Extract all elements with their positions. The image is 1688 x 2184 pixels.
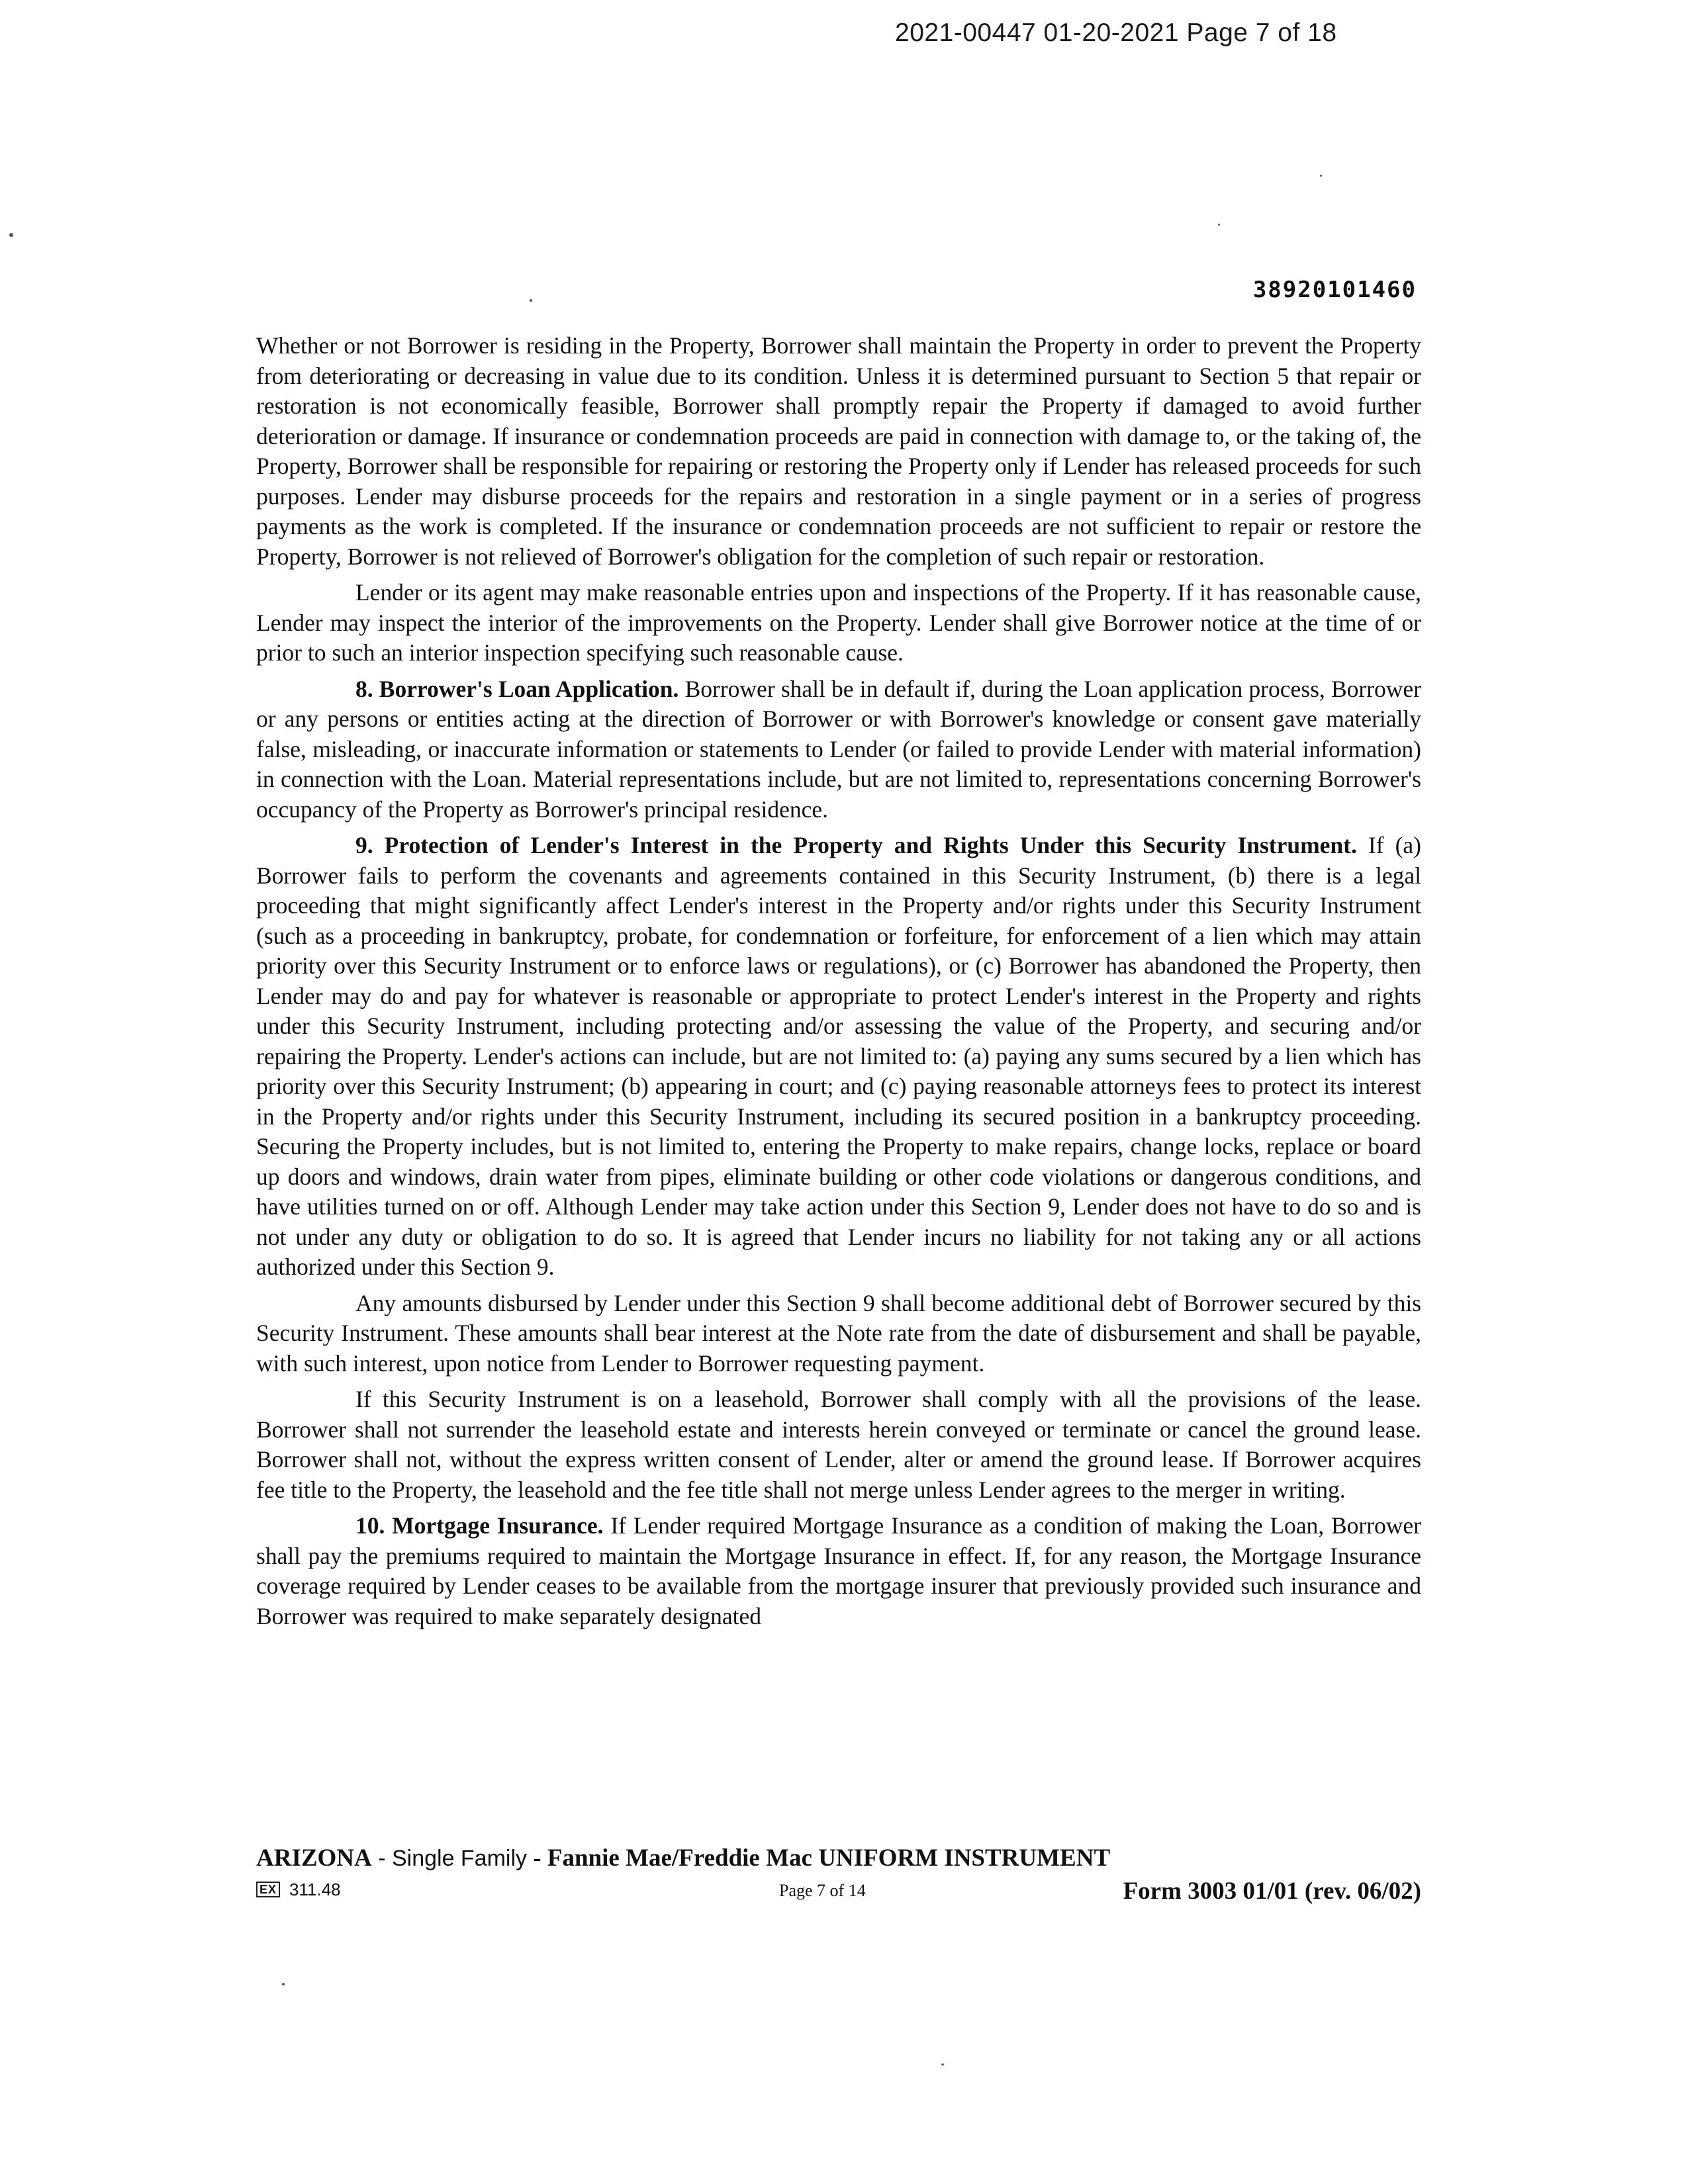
footer-separator-1: - [371,1846,392,1871]
footer-code-number: 311.48 [289,1880,341,1899]
loan-number: 38920101460 [1252,277,1417,303]
footer-instrument: Fannie Mae/Freddie Mac UNIFORM INSTRUMENT [547,1844,1111,1872]
section-10-text: If Lender required Mortgage Insurance as a condition of making the Loan, Borrower shall pay the premiums required to maintain the Mortgage Insurance in effect. If, for any reason, the Mortgage Insurance coverage required by Lender ceases to be available from the mortgage insurer that previously provided such insurance and Borrower was required to make separately designated [256,1512,1421,1629]
scan-speck [530,299,532,302]
section-9-text: If (a) Borrower fails to perform the covenants and agreements contained in this Security Instrument, (b) there is a legal proceeding that might significantly affect Lender's interest in the Property and/or rights under this Security Instrument (such as a proceeding in bankruptcy, probate, for condemnation or forfeiture, for enforcement of a lien which may attain priority over this Security Instrument or to enforce laws or regulations), or (c) Borrower has abandoned the Property, then Lender may do and pay for whatever is reasonable or appropriate to protect Lender's interest in the Property and rights under this Security Instrument, including protecting and/or assessing the value of the Property, and securing and/or repairing the Property. Lender's actions can include, but are not limited to: (a) paying any sums secured by a lien which has priority over this Security Instrument; (b) appearing in court; and (c) paying reasonable attorneys fees to protect its interest in the Property and/or rights under this Security Instrument, including its secured position in a bankruptcy proceeding. Securing the Property includes, but is not limited to, entering the Property to make repairs, change locks, replace or board up doors and windows, drain water from pipes, eliminate building or other code violations or dangerous conditions, and have utilities turned on or off. Although Lender may take action under this Section 9, Lender does not have to do so and is not under any duty or obligation to do so. It is agreed that Lender incurs no liability for not taking any or all actions authorized under this Section 9. [256,832,1422,1280]
section-10 [256,1511,1421,1631]
paragraph-inspection: Lender or its agent may make reasonable entries upon and inspections of the Property. If it has reasonable cause, Lender may inspect the interior of the improvements on the Property. Lender shall give Borrower notice at the time of or prior to such an interior inspection specifying such reasonable cause. [256,579,1421,666]
section-9 [256,831,1421,1283]
footer-title [256,1844,1110,1872]
document-body [256,331,1421,1637]
footer-family: Single Family [391,1846,528,1871]
footer-code [256,1880,341,1900]
section-9-heading: 9. Protection of Lender's Interest in the Property and Rights Under this Security Instrument. [355,832,1357,858]
scan-speck [9,233,13,237]
footer-state: ARIZONA [256,1844,372,1872]
scan-speck [1218,224,1220,226]
section-8 [256,674,1421,825]
section-10-heading: 10. Mortgage Insurance. [355,1512,604,1539]
paragraph-property-maintenance: Whether or not Borrower is residing in the Property, Borrower shall maintain the Property in order to prevent the Property from deteriorating or decreasing in value due to its condition. Unless it is determined pursuant to Section 5 that repair or restoration is not economically feasible, Borrower shall promptly repair the Property if damaged to avoid further deterioration or damage. If insurance or condemnation proceeds are paid in connection with damage to, or the taking of, the Property, Borrower shall be responsible for repairing or restoring the Property only if Lender has released proceeds for such purposes. Lender may disburse proceeds for the repairs and restoration in a single payment or in a series of progress payments as the work is completed. If the insurance or condemnation proceeds are not sufficient to repair or restore the Property, Borrower is not relieved of Borrower's obligation for the completion of such repair or restoration. [256,332,1421,570]
footer-page-number: Page 7 of 14 [779,1881,866,1900]
section-8-heading: 8. Borrower's Loan Application. [355,675,679,702]
paragraph-disbursed-amounts: Any amounts disbursed by Lender under this Section 9 shall become additional debt of Borrower secured by this Security Instrument. These amounts shall bear interest at the Note rate from the date of disbursement and shall be payable, with such interest, upon notice from Lender to Borrower requesting payment. [256,1289,1421,1377]
recording-stamp: 2021-00447 01-20-2021 Page 7 of 18 [895,19,1337,47]
footer-form-number: Form 3003 01/01 (rev. 06/02) [1123,1878,1421,1905]
footer-separator-2: - [527,1844,547,1872]
footer-row [256,1877,1421,1910]
ex-logo-icon: EX [256,1882,280,1897]
section-8-text: Borrower shall be in default if, during the Loan application process, Borrower or any persons or entities acting at the direction of Borrower or with Borrower's knowledge or consent gave materially false, misleading, or inaccurate information or statements to Lender (or failed to provide Lender with material information) in connection with the Loan. Material representations include, but are not limited to, representations concerning Borrower's occupancy of the Property as Borrower's principal residence. [256,675,1421,823]
paragraph-leasehold: If this Security Instrument is on a leasehold, Borrower shall comply with all the provisions of the lease. Borrower shall not surrender the leasehold estate and interests herein conveyed or terminate or cancel the ground lease. Borrower shall not, without the express written consent of Lender, alter or amend the ground lease. If Borrower acquires fee title to the Property, the leasehold and the fee title shall not merge unless Lender agrees to the merger in writing. [256,1386,1421,1503]
scan-speck [282,1983,285,1985]
scan-speck [941,2064,944,2066]
scan-speck [1320,175,1322,177]
